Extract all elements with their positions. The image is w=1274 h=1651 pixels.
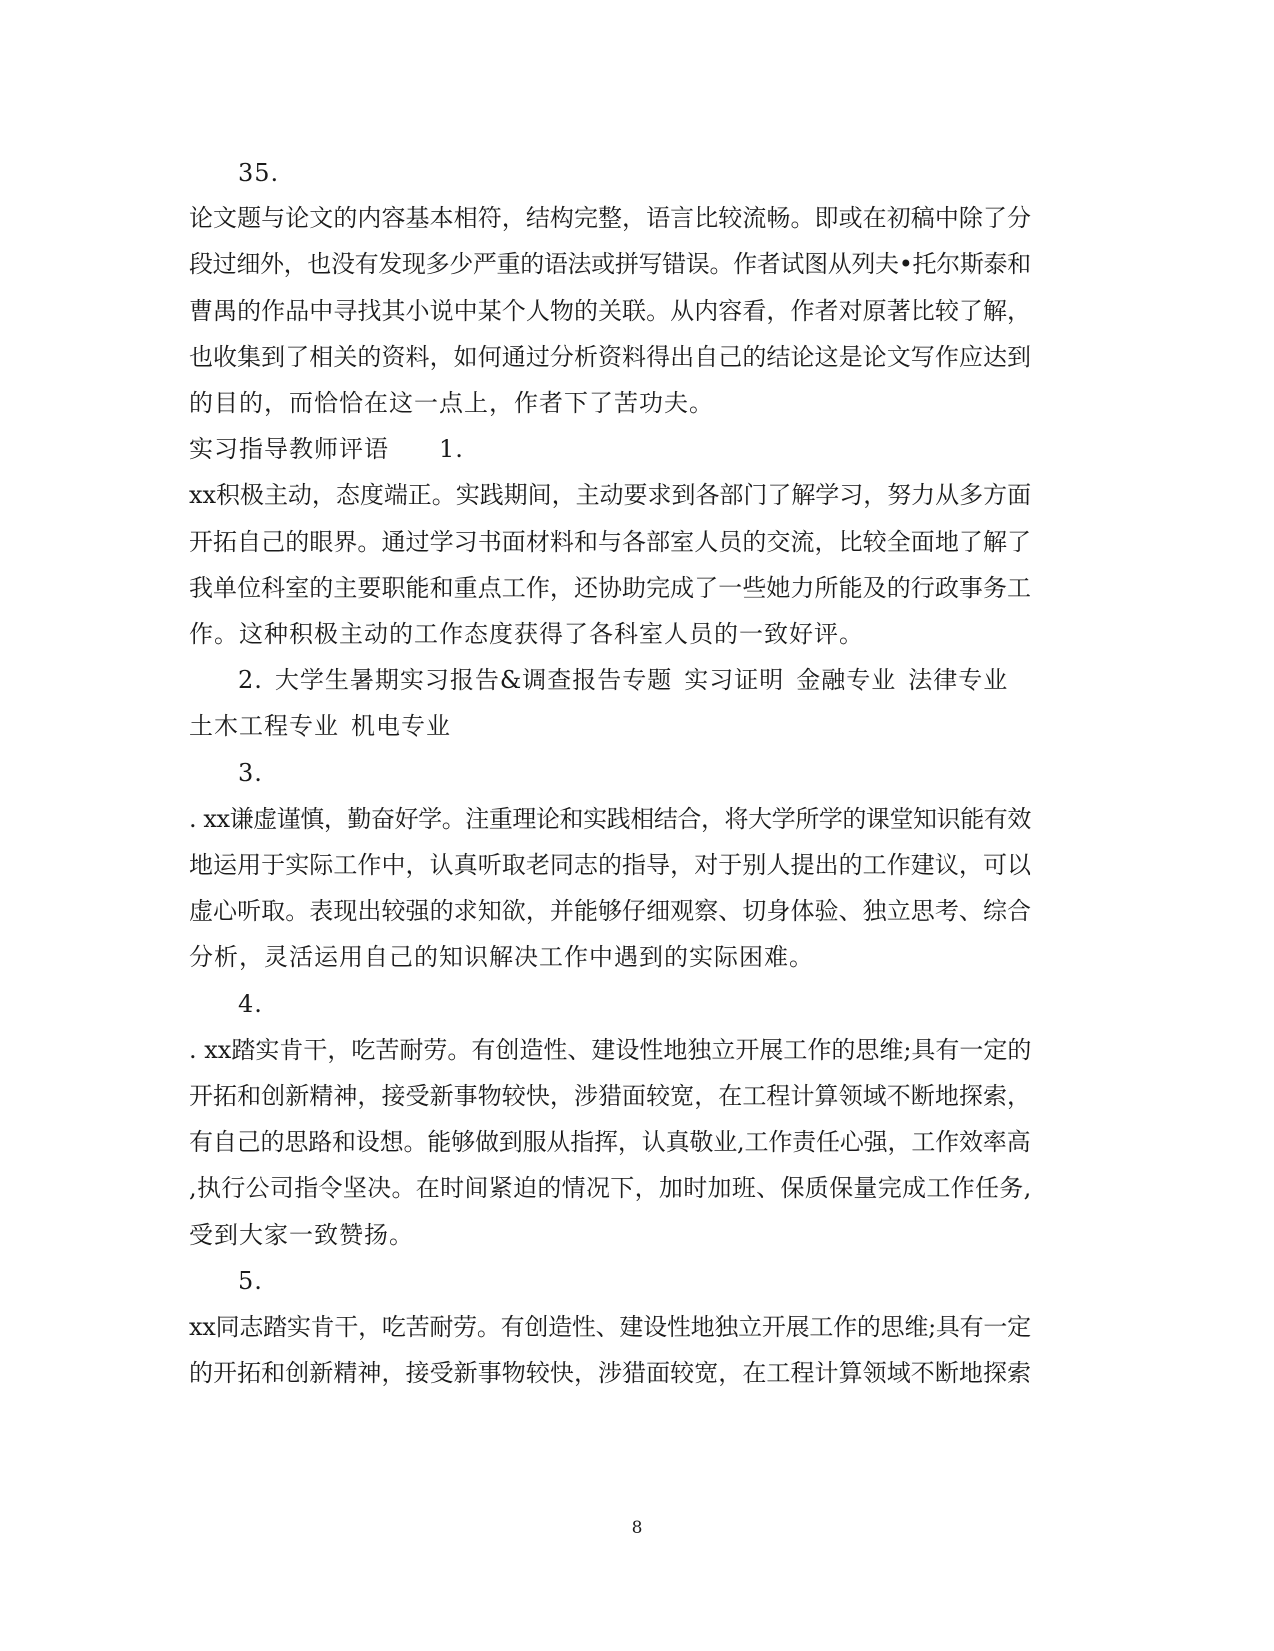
paragraph-line: 的目的，而恰恰在这一点上，作者下了苦功夫。 <box>189 389 714 417</box>
paragraph-line: 曹禺的作品中寻找其小说中某个人物的关联。从内容看，作者对原著比较了解， <box>189 297 1032 325</box>
paragraph-line: . xx谦虚谨慎，勤奋好学。注重理论和实践相结合，将大学所学的课堂知识能有效 <box>189 805 1031 833</box>
link-internship-report-topic[interactable]: 大学生暑期实习报告&调查报告专题 <box>274 666 673 694</box>
paragraph-line: 开拓自己的眼界。通过学习书面材料和与各部室人员的交流，比较全面地了解了 <box>189 528 1032 556</box>
related-links-line <box>189 711 451 741</box>
paragraph-line: . xx踏实肯干，吃苦耐劳。有创造性、建设性地独立开展工作的思维;具有一定的 <box>189 1036 1032 1064</box>
paragraph-line: ,执行公司指令坚决。在时间紧迫的情况下，加时加班、保质保量完成工作任务, <box>189 1174 1032 1202</box>
link-civil-engineering-major[interactable]: 土木工程专业 <box>189 712 339 740</box>
item-number-3: 3. <box>238 759 263 787</box>
paragraph-line: 有自己的思路和设想。能够做到服从指挥，认真敬业,工作责任心强，工作效率高 <box>189 1128 1031 1156</box>
paragraph-line: 开拓和创新精神，接受新事物较快，涉猎面较宽，在工程计算领域不断地探索， <box>189 1082 1032 1110</box>
paragraph-line: 作。这种积极主动的工作态度获得了各科室人员的一致好评。 <box>189 620 864 648</box>
paragraph-line: 我单位科室的主要职能和重点工作，还协助完成了一些她力所能及的行政事务工 <box>189 574 1032 602</box>
section-title: 实习指导教师评语 <box>189 435 389 463</box>
related-links-line <box>238 665 1008 695</box>
paragraph-line: 段过细外，也没有发现多少严重的语法或拼写错误。作者试图从列夫•托尔斯泰和 <box>189 250 1031 278</box>
paragraph-line: 也收集到了相关的资料，如何通过分析资料得出自己的结论这是论文写作应达到 <box>189 343 1032 371</box>
paragraph-line: 受到大家一致赞扬。 <box>189 1221 414 1249</box>
paragraph-line: 分析，灵活运用自己的知识解决工作中遇到的实际困难。 <box>189 943 814 971</box>
link-electromechanical-major[interactable]: 机电专业 <box>351 712 451 740</box>
page-number: 8 <box>631 1518 643 1538</box>
paragraph-line: 的开拓和创新精神，接受新事物较快，涉猎面较宽，在工程计算领域不断地探索 <box>189 1359 1032 1387</box>
link-internship-certificate[interactable]: 实习证明 <box>684 666 785 694</box>
item-number-35: 35. <box>238 159 280 187</box>
paragraph-line: xx积极主动，态度端正。实践期间，主动要求到各部门了解学习，努力从多方面 <box>189 481 1032 509</box>
paragraph-line: 地运用于实际工作中，认真听取老同志的指导，对于别人提出的工作建议，可以 <box>189 851 1032 879</box>
paragraph-line: 虚心听取。表现出较强的求知欲，并能够仔细观察、切身体验、独立思考、综合 <box>189 897 1032 925</box>
link-finance-major[interactable]: 金融专业 <box>796 666 897 694</box>
paragraph-line: xx同志踏实肯干，吃苦耐劳。有创造性、建设性地独立开展工作的思维;具有一定 <box>189 1313 1031 1341</box>
paragraph-line: 论文题与论文的内容基本相符，结构完整，语言比较流畅。即或在初稿中除了分 <box>189 204 1032 232</box>
section-heading-line <box>189 434 464 464</box>
item-number-1: 1. <box>439 435 464 463</box>
link-law-major[interactable]: 法律专业 <box>908 666 1009 694</box>
item-number-5: 5. <box>238 1267 263 1295</box>
item-number-4: 4. <box>238 990 263 1018</box>
item-number-2: 2. <box>238 666 263 694</box>
